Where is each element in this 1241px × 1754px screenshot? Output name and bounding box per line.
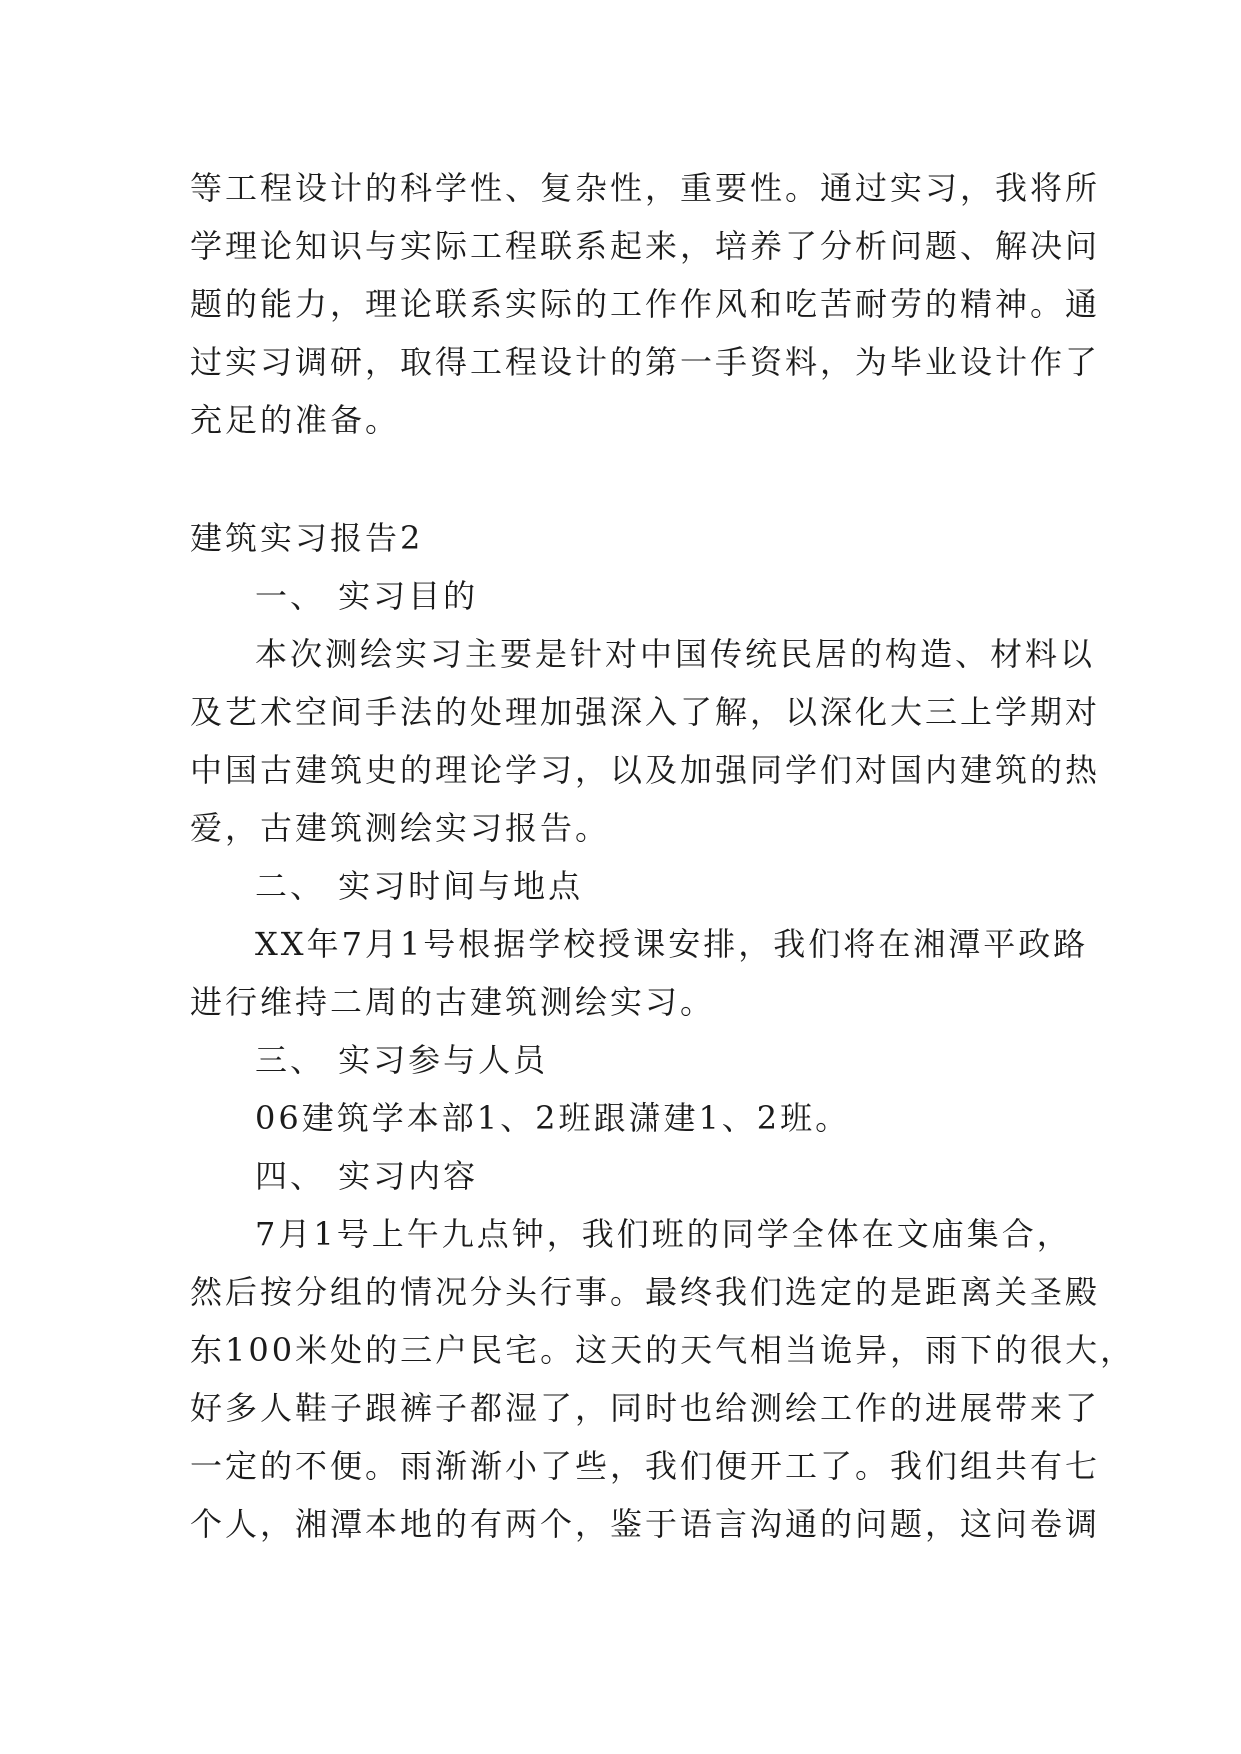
paragraph-line: 一定的不便。雨渐渐小了些，我们便开工了。我们组共有七 bbox=[190, 1447, 1101, 1485]
paragraph-line: XX年7月1号根据学校授课安排，我们将在湘潭平政路 bbox=[255, 925, 1089, 963]
section-heading: 二、 实习时间与地点 bbox=[255, 867, 584, 905]
paragraph-line: 本次测绘实习主要是针对中国传统民居的构造、材料以 bbox=[255, 635, 1096, 673]
paragraph-line: 题的能力，理论联系实际的工作作风和吃苦耐劳的精神。通 bbox=[190, 285, 1101, 323]
paragraph-line: 爱，古建筑测绘实习报告。 bbox=[190, 809, 611, 847]
report-title: 建筑实习报告2 bbox=[190, 519, 424, 557]
paragraph-line: 及艺术空间手法的处理加强深入了解，以深化大三上学期对 bbox=[190, 693, 1101, 731]
section-heading: 一、 实习目的 bbox=[255, 577, 479, 615]
paragraph-line: 过实习调研，取得工程设计的第一手资料，为毕业设计作了 bbox=[190, 343, 1101, 381]
paragraph-line: 进行维持二周的古建筑测绘实习。 bbox=[190, 983, 716, 1021]
paragraph-line: 充足的准备。 bbox=[190, 401, 401, 439]
paragraph-line: 等工程设计的科学性、复杂性，重要性。通过实习，我将所 bbox=[190, 169, 1101, 207]
paragraph-line: 学理论知识与实际工程联系起来，培养了分析问题、解决问 bbox=[190, 227, 1101, 265]
section-heading: 四、 实习内容 bbox=[255, 1157, 479, 1195]
paragraph-line: 7月1号上午九点钟，我们班的同学全体在文庙集合， bbox=[255, 1215, 1072, 1253]
paragraph-line: 06建筑学本部1、2班跟潇建1、2班。 bbox=[255, 1099, 851, 1137]
paragraph-line: 个人，湘潭本地的有两个，鉴于语言沟通的问题，这问卷调 bbox=[190, 1505, 1101, 1543]
paragraph-line: 然后按分组的情况分头行事。最终我们选定的是距离关圣殿 bbox=[190, 1273, 1101, 1311]
paragraph-line: 中国古建筑史的理论学习，以及加强同学们对国内建筑的热 bbox=[190, 751, 1101, 789]
paragraph-line: 好多人鞋子跟裤子都湿了，同时也给测绘工作的进展带来了 bbox=[190, 1389, 1101, 1427]
paragraph-line: 东100米处的三户民宅。这天的天气相当诡异，雨下的很大， bbox=[190, 1331, 1136, 1369]
section-heading: 三、 实习参与人员 bbox=[255, 1041, 549, 1079]
